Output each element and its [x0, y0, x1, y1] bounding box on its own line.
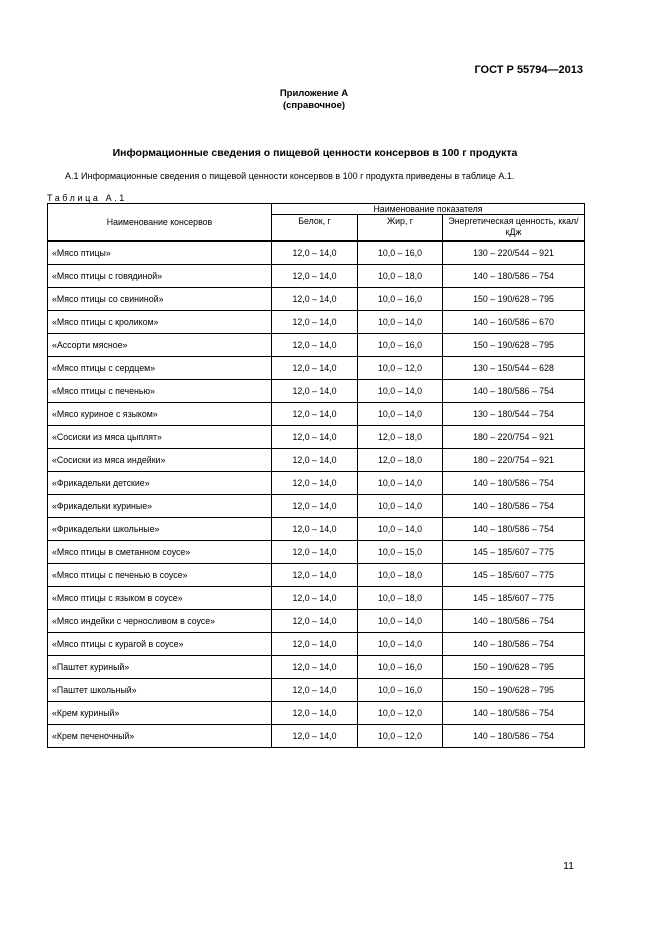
cell-energy: 130 – 180/544 – 754	[443, 403, 585, 426]
page-number: 11	[563, 860, 574, 872]
col-header-fat: Жир, г	[358, 215, 443, 242]
cell-energy: 150 – 190/628 – 795	[443, 656, 585, 679]
cell-name: «Ассорти мясное»	[48, 334, 272, 357]
cell-protein: 12,0 – 14,0	[272, 518, 358, 541]
cell-energy: 140 – 160/586 – 670	[443, 311, 585, 334]
cell-fat: 10,0 – 12,0	[358, 357, 443, 380]
table-row	[48, 656, 585, 679]
cell-name: «Мясо индейки с черносливом в соусе»	[48, 610, 272, 633]
cell-protein: 12,0 – 14,0	[272, 265, 358, 288]
cell-name: «Паштет школьный»	[48, 679, 272, 702]
cell-energy: 140 – 180/586 – 754	[443, 702, 585, 725]
cell-name: «Мясо птицы с сердцем»	[48, 357, 272, 380]
cell-energy: 140 – 180/586 – 754	[443, 633, 585, 656]
cell-name: «Фрикадельки куриные»	[48, 495, 272, 518]
section-title: Информационные сведения о пищевой ценности консервов в 100 г продукта	[112, 147, 518, 159]
table-label: Таблица А.1	[47, 193, 127, 203]
appendix-title: Приложение А	[279, 88, 349, 99]
cell-energy: 140 – 180/586 – 754	[443, 610, 585, 633]
cell-protein: 12,0 – 14,0	[272, 357, 358, 380]
cell-name: «Мясо птицы с языком в соусе»	[48, 587, 272, 610]
col-header-protein: Белок, г	[272, 215, 358, 242]
cell-name: «Мясо птицы с печенью»	[48, 380, 272, 403]
intro-paragraph: А.1 Информационные сведения о пищевой ценности консервов в 100 г продукта приведены в таблице А.1.	[65, 171, 515, 181]
cell-name: «Крем куриный»	[48, 702, 272, 725]
table-row	[48, 357, 585, 380]
cell-energy: 180 – 220/754 – 921	[443, 426, 585, 449]
table-row	[48, 426, 585, 449]
cell-name: «Крем печеночный»	[48, 725, 272, 748]
cell-fat: 10,0 – 16,0	[358, 334, 443, 357]
table-row	[48, 541, 585, 564]
cell-protein: 12,0 – 14,0	[272, 288, 358, 311]
cell-protein: 12,0 – 14,0	[272, 633, 358, 656]
cell-fat: 10,0 – 15,0	[358, 541, 443, 564]
cell-energy: 130 – 150/544 – 628	[443, 357, 585, 380]
cell-fat: 10,0 – 14,0	[358, 472, 443, 495]
cell-energy: 140 – 180/586 – 754	[443, 518, 585, 541]
cell-name: «Сосиски из мяса индейки»	[48, 449, 272, 472]
cell-fat: 10,0 – 14,0	[358, 495, 443, 518]
cell-protein: 12,0 – 14,0	[272, 725, 358, 748]
col-header-name: Наименование консервов	[48, 204, 272, 242]
table-row	[48, 725, 585, 748]
cell-name: «Мясо птицы с кроликом»	[48, 311, 272, 334]
cell-fat: 10,0 – 16,0	[358, 679, 443, 702]
table-row	[48, 380, 585, 403]
nutrition-table	[47, 203, 585, 748]
cell-fat: 10,0 – 18,0	[358, 564, 443, 587]
cell-protein: 12,0 – 14,0	[272, 679, 358, 702]
cell-energy: 140 – 180/586 – 754	[443, 472, 585, 495]
appendix-subtitle: (справочное)	[282, 100, 346, 111]
cell-name: «Мясо птицы со свининой»	[48, 288, 272, 311]
table-row	[48, 610, 585, 633]
cell-protein: 12,0 – 14,0	[272, 334, 358, 357]
cell-fat: 10,0 – 14,0	[358, 633, 443, 656]
cell-name: «Мясо птицы с курагой в соусе»	[48, 633, 272, 656]
cell-energy: 180 – 220/754 – 921	[443, 449, 585, 472]
cell-protein: 12,0 – 14,0	[272, 495, 358, 518]
cell-energy: 150 – 190/628 – 795	[443, 288, 585, 311]
table-row	[48, 587, 585, 610]
table-row	[48, 679, 585, 702]
standard-code: ГОСТ Р 55794—2013	[474, 64, 583, 76]
cell-fat: 10,0 – 12,0	[358, 725, 443, 748]
cell-name: «Мясо птицы в сметанном соусе»	[48, 541, 272, 564]
table-row	[48, 241, 585, 265]
table-row	[48, 311, 585, 334]
appendix-heading	[0, 88, 628, 112]
cell-fat: 10,0 – 16,0	[358, 288, 443, 311]
cell-protein: 12,0 – 14,0	[272, 449, 358, 472]
cell-energy: 140 – 180/586 – 754	[443, 265, 585, 288]
table-row	[48, 449, 585, 472]
cell-fat: 10,0 – 18,0	[358, 587, 443, 610]
cell-fat: 12,0 – 18,0	[358, 449, 443, 472]
cell-name: «Сосиски из мяса цыплят»	[48, 426, 272, 449]
cell-fat: 12,0 – 18,0	[358, 426, 443, 449]
cell-name: «Мясо птицы с печенью в соусе»	[48, 564, 272, 587]
cell-protein: 12,0 – 14,0	[272, 380, 358, 403]
cell-protein: 12,0 – 14,0	[272, 426, 358, 449]
table-row	[48, 403, 585, 426]
cell-energy: 130 – 220/544 – 921	[443, 241, 585, 265]
cell-protein: 12,0 – 14,0	[272, 610, 358, 633]
table-row	[48, 702, 585, 725]
cell-fat: 10,0 – 12,0	[358, 702, 443, 725]
cell-energy: 145 – 185/607 – 775	[443, 541, 585, 564]
table-row	[48, 495, 585, 518]
cell-name: «Паштет куриный»	[48, 656, 272, 679]
col-header-energy: Энергетическая ценность, ккал/кДж	[443, 215, 585, 242]
cell-energy: 140 – 180/586 – 754	[443, 380, 585, 403]
cell-protein: 12,0 – 14,0	[272, 311, 358, 334]
table-row	[48, 564, 585, 587]
cell-fat: 10,0 – 14,0	[358, 403, 443, 426]
cell-fat: 10,0 – 14,0	[358, 380, 443, 403]
cell-fat: 10,0 – 14,0	[358, 311, 443, 334]
cell-protein: 12,0 – 14,0	[272, 564, 358, 587]
table-row	[48, 334, 585, 357]
cell-name: «Фрикадельки школьные»	[48, 518, 272, 541]
cell-name: «Мясо куриное с языком»	[48, 403, 272, 426]
cell-fat: 10,0 – 18,0	[358, 265, 443, 288]
cell-energy: 145 – 185/607 – 775	[443, 564, 585, 587]
cell-energy: 140 – 180/586 – 754	[443, 495, 585, 518]
table-body	[48, 241, 585, 748]
cell-protein: 12,0 – 14,0	[272, 587, 358, 610]
cell-name: «Мясо птицы»	[48, 241, 272, 265]
table-row	[48, 633, 585, 656]
cell-energy: 145 – 185/607 – 775	[443, 587, 585, 610]
cell-protein: 12,0 – 14,0	[272, 241, 358, 265]
group-header-indicators: Наименование показателя	[272, 204, 585, 215]
cell-protein: 12,0 – 14,0	[272, 472, 358, 495]
cell-protein: 12,0 – 14,0	[272, 541, 358, 564]
cell-name: «Мясо птицы с говядиной»	[48, 265, 272, 288]
cell-protein: 12,0 – 14,0	[272, 403, 358, 426]
cell-protein: 12,0 – 14,0	[272, 656, 358, 679]
table-row	[48, 472, 585, 495]
table-row	[48, 265, 585, 288]
cell-fat: 10,0 – 16,0	[358, 656, 443, 679]
cell-protein: 12,0 – 14,0	[272, 702, 358, 725]
cell-energy: 150 – 190/628 – 795	[443, 334, 585, 357]
table-row	[48, 288, 585, 311]
cell-fat: 10,0 – 14,0	[358, 610, 443, 633]
table-row	[48, 518, 585, 541]
cell-energy: 140 – 180/586 – 754	[443, 725, 585, 748]
cell-name: «Фрикадельки детские»	[48, 472, 272, 495]
cell-fat: 10,0 – 16,0	[358, 241, 443, 265]
cell-fat: 10,0 – 14,0	[358, 518, 443, 541]
cell-energy: 150 – 190/628 – 795	[443, 679, 585, 702]
